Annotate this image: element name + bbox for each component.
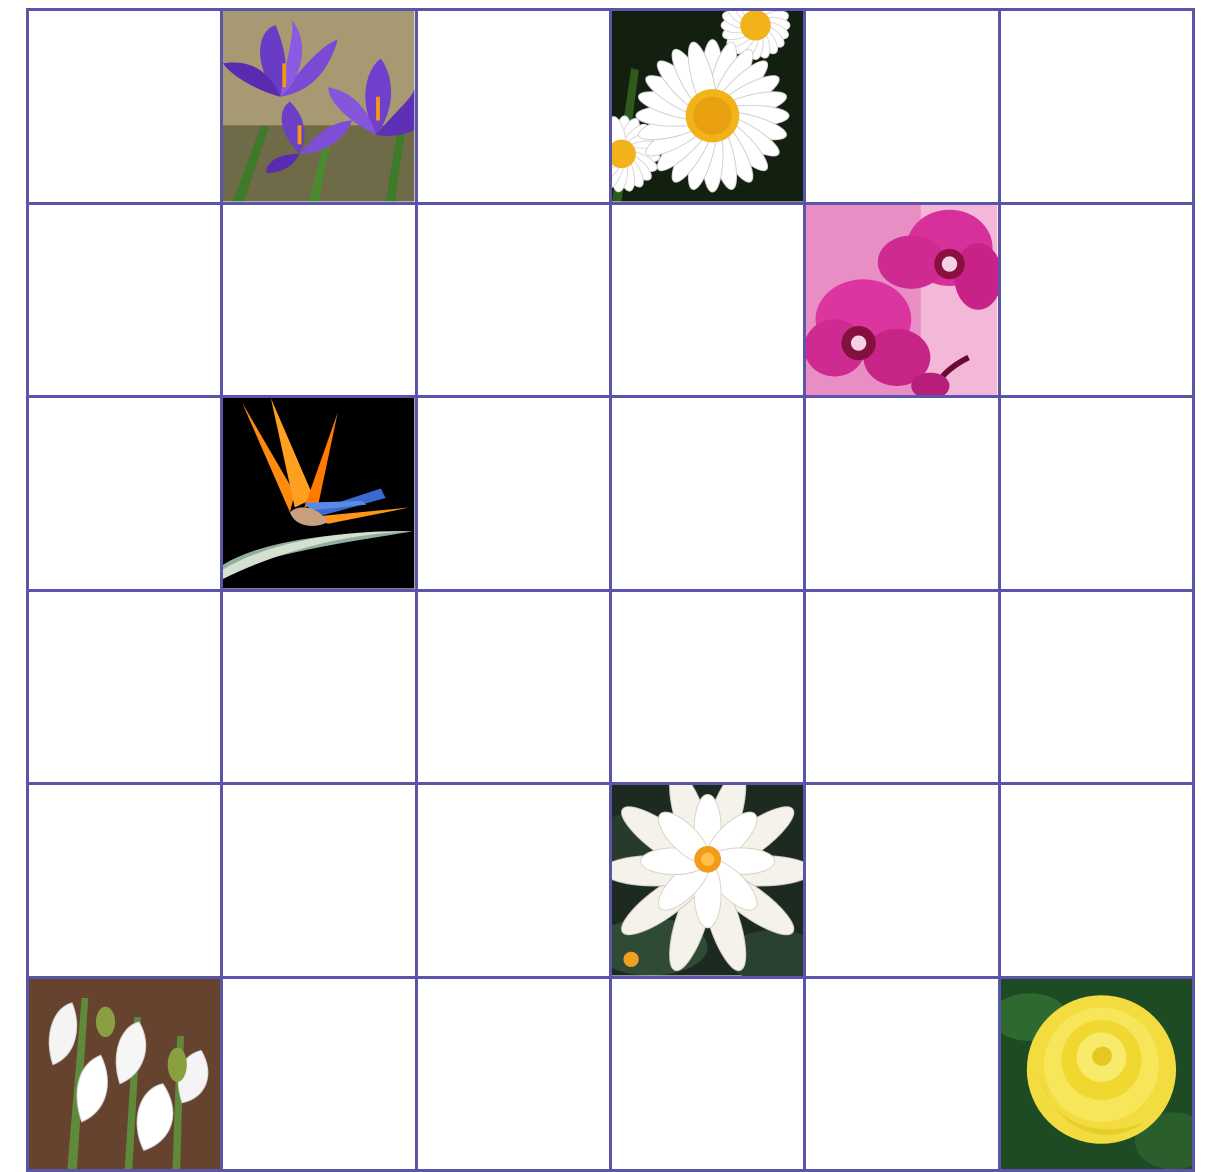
empty-cell[interactable]: [806, 11, 1000, 205]
flower-tile-snowdrop[interactable]: [29, 979, 223, 1172]
empty-cell[interactable]: [418, 979, 612, 1172]
flower-tile-orchid[interactable]: [806, 205, 1000, 399]
empty-cell[interactable]: [29, 11, 223, 205]
empty-cell[interactable]: [612, 205, 806, 399]
bird-of-paradise-image: [223, 398, 414, 589]
empty-cell[interactable]: [223, 592, 417, 786]
snowdrop-image: [29, 979, 220, 1170]
empty-cell[interactable]: [223, 979, 417, 1172]
empty-cell[interactable]: [1001, 592, 1195, 786]
empty-cell[interactable]: [612, 398, 806, 592]
empty-cell[interactable]: [223, 785, 417, 979]
empty-cell[interactable]: [806, 785, 1000, 979]
empty-cell[interactable]: [29, 785, 223, 979]
empty-cell[interactable]: [1001, 785, 1195, 979]
yellow-rose-image: [1001, 979, 1192, 1170]
empty-cell[interactable]: [1001, 398, 1195, 592]
empty-cell[interactable]: [418, 785, 612, 979]
empty-cell[interactable]: [806, 592, 1000, 786]
crocus-image: [223, 11, 414, 202]
daisy-image: [612, 11, 803, 202]
empty-cell[interactable]: [806, 398, 1000, 592]
flower-tile-yellow-rose[interactable]: [1001, 979, 1195, 1172]
empty-cell[interactable]: [418, 11, 612, 205]
flower-tile-water-lily[interactable]: [612, 785, 806, 979]
empty-cell[interactable]: [418, 398, 612, 592]
empty-cell[interactable]: [1001, 11, 1195, 205]
empty-cell[interactable]: [612, 979, 806, 1172]
empty-cell[interactable]: [612, 592, 806, 786]
empty-cell[interactable]: [223, 205, 417, 399]
flower-tile-daisy[interactable]: [612, 11, 806, 205]
empty-cell[interactable]: [806, 979, 1000, 1172]
empty-cell[interactable]: [29, 592, 223, 786]
empty-cell[interactable]: [29, 398, 223, 592]
orchid-image: [806, 205, 997, 396]
empty-cell[interactable]: [418, 205, 612, 399]
flower-tile-bird-of-paradise[interactable]: [223, 398, 417, 592]
flower-tile-crocus[interactable]: [223, 11, 417, 205]
water-lily-image: [612, 785, 803, 976]
game-board: [26, 8, 1195, 1172]
empty-cell[interactable]: [29, 205, 223, 399]
empty-cell[interactable]: [1001, 205, 1195, 399]
empty-cell[interactable]: [418, 592, 612, 786]
